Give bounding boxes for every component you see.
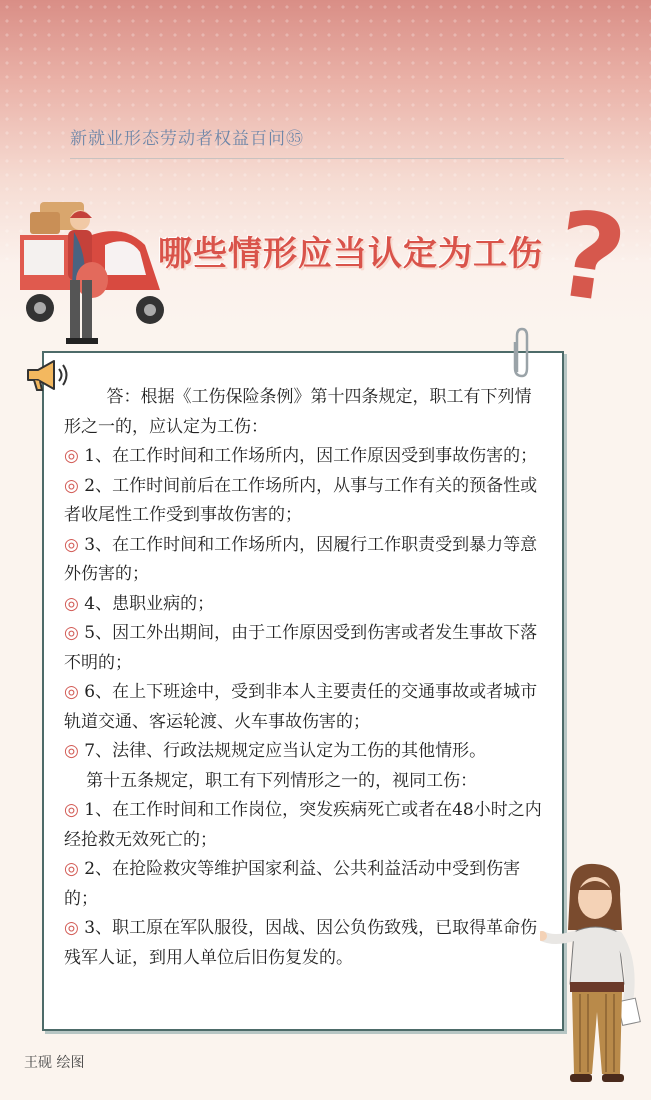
series-title: 新就业形态劳动者权益百问㉟ — [70, 129, 304, 149]
bullet-icon: ◎ — [64, 741, 79, 761]
illustration-credit: 王砚 绘图 — [24, 1055, 85, 1071]
bullet-icon: ◎ — [64, 918, 79, 938]
page-headline: 哪些情形应当认定为工伤 — [158, 234, 543, 274]
list-item: ◎ 3、在工作时间和工作场所内，因履行工作职责受到暴力等意外伤害的； — [64, 534, 538, 584]
list-item: ◎ 7、法律、行政法规规定应当认定为工伤的其他情形。 — [64, 741, 487, 761]
list-item: ◎ 4、患职业病的； — [64, 593, 215, 614]
answer-card — [42, 351, 564, 1031]
list-item: ◎ 3、职工原在军队服役，因战、因公负伤致残，已取得革命伤残军人证，到用人单位后旧伤复发的。 — [64, 918, 538, 968]
bullet-icon: ◎ — [64, 623, 79, 643]
series-divider — [70, 158, 564, 159]
list-item: ◎ 6、在上下班途中，受到非本人主要责任的交通事故或者城市轨道交通、客运轮渡、火车事故伤害的； — [64, 682, 538, 732]
presenter-illustration — [540, 862, 645, 1092]
paperclip-icon — [510, 326, 534, 380]
article15-intro: 第十五条规定，职工有下列情形之一的，视同工伤： — [86, 770, 478, 791]
bullet-icon: ◎ — [64, 534, 79, 555]
bullet-icon: ◎ — [64, 859, 79, 879]
question-mark-icon: ? — [546, 183, 634, 331]
megaphone-icon — [24, 358, 70, 394]
bullet-icon: ◎ — [64, 682, 79, 702]
bullet-icon: ◎ — [64, 593, 79, 614]
list-item: ◎ 2、在抢险救灾等维护国家利益、公共利益活动中受到伤害的； — [64, 859, 521, 909]
answer-text — [64, 383, 544, 973]
list-item: ◎ 2、工作时间前后在工作场所内，从事与工作有关的预备性或者收尾性工作受到事故伤害的； — [64, 475, 538, 525]
bullet-icon: ◎ — [64, 446, 79, 466]
bullet-icon: ◎ — [64, 475, 79, 496]
bullet-icon: ◎ — [64, 800, 79, 820]
list-item: ◎ 5、因工外出期间，由于工作原因受到伤害或者发生事故下落不明的； — [64, 623, 538, 673]
list-item: ◎ 1、在工作时间和工作场所内，因工作原因受到事故伤害的； — [64, 446, 538, 466]
delivery-rider-illustration — [10, 190, 180, 350]
answer-intro: 答：根据《工伤保险条例》第十四条规定，职工有下列情形之一的，应认定为工伤： — [64, 387, 532, 437]
list-item: ◎ 1、在工作时间和工作岗位，突发疾病死亡或者在48小时之内经抢救无效死亡的； — [64, 800, 542, 850]
